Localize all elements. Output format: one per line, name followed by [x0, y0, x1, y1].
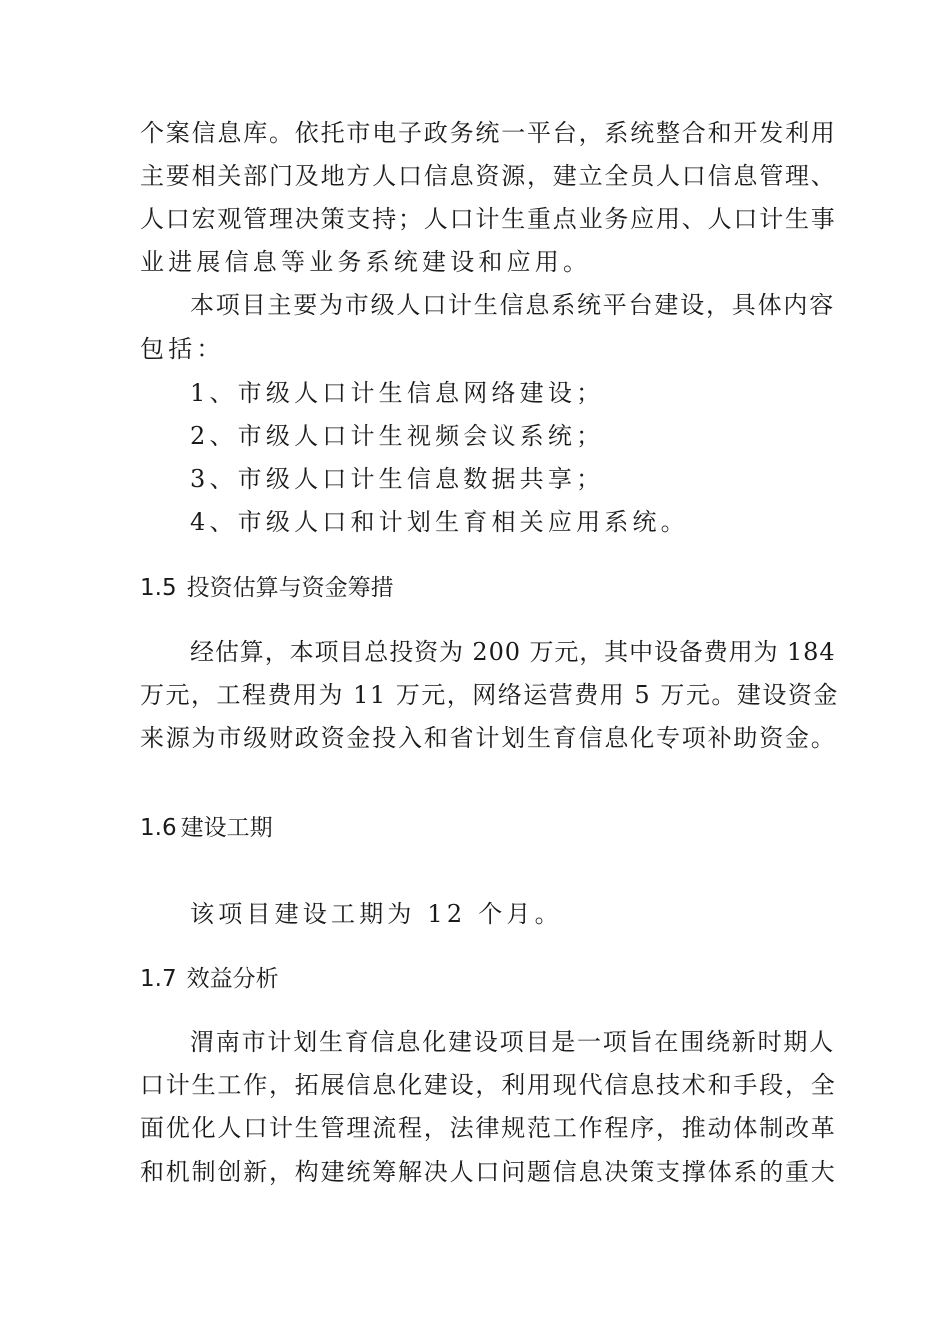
body-text-line: 和机制创新，构建统筹解决人口问题信息决策支撑体系的重大	[140, 1158, 837, 1186]
body-text-line: 主要相关部门及地方人口信息资源，建立全员人口信息管理、	[140, 162, 837, 190]
list-item: 3、市级人口计生信息数据共享；	[190, 465, 605, 493]
section-title: 建设工期	[180, 815, 273, 841]
section-heading-1-5	[140, 573, 394, 603]
body-text-line: 万元，工程费用为 11 万元，网络运营费用 5 万元。建设资金	[140, 681, 839, 709]
section-title: 投资估算与资金筹措	[186, 575, 394, 601]
body-text-line: 经估算，本项目总投资为 200 万元，其中设备费用为 184	[190, 638, 836, 666]
body-text-line: 本项目主要为市级人口计生信息系统平台建设，具体内容	[190, 291, 835, 319]
list-item: 4、市级人口和计划生育相关应用系统。	[190, 508, 689, 536]
section-number: 1.5	[140, 575, 177, 601]
section-heading-1-7	[140, 964, 279, 994]
section-number: 1.7	[140, 966, 177, 992]
body-text-line: 渭南市计划生育信息化建设项目是一项旨在围绕新时期人	[190, 1028, 835, 1056]
body-text-line: 业进展信息等业务系统建设和应用。	[140, 248, 592, 276]
body-text-line: 个案信息库。依托市电子政务统一平台，系统整合和开发利用	[140, 119, 837, 147]
body-text-line: 该项目建设工期为 12 个月。	[190, 900, 563, 928]
list-item: 1、市级人口计生信息网络建设；	[190, 379, 605, 407]
section-number: 1.6	[140, 815, 177, 841]
section-title: 效益分析	[186, 966, 279, 992]
body-text-line: 面优化人口计生管理流程，法律规范工作程序，推动体制改革	[140, 1114, 837, 1142]
list-item: 2、市级人口计生视频会议系统；	[190, 422, 605, 450]
body-text-line: 人口宏观管理决策支持；人口计生重点业务应用、人口计生事	[140, 205, 837, 233]
body-text-line: 口计生工作，拓展信息化建设，利用现代信息技术和手段，全	[140, 1071, 837, 1099]
body-text-line: 包括：	[140, 335, 225, 363]
body-text-line: 来源为市级财政资金投入和省计划生育信息化专项补助资金。	[140, 724, 837, 752]
section-heading-1-6	[140, 813, 273, 843]
